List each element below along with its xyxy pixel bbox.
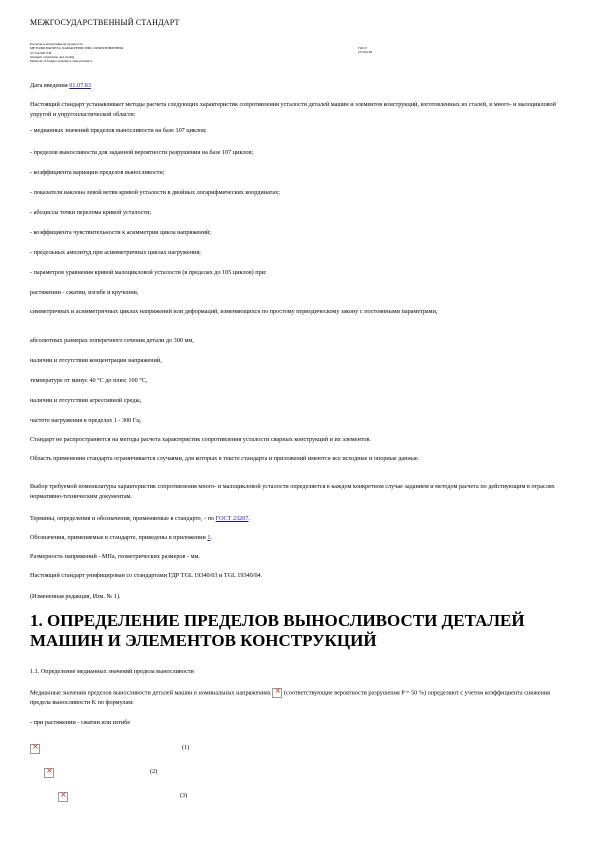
paragraph: - коэффициента вариации пределов выносливости; bbox=[30, 169, 165, 176]
paragraph: - пределов выносливости для заданной вероятности разрушения на базе 107 циклов; bbox=[30, 149, 254, 156]
median-text: K по формулам: bbox=[91, 699, 134, 707]
terms-suffix: . bbox=[248, 515, 251, 522]
document-header: МЕЖГОСУДАРСТВЕННЫЙ СТАНДАРТ bbox=[30, 18, 180, 27]
paragraph: - при растяжении - сжатии или изгибе bbox=[30, 719, 131, 726]
meta-line: Расчеты и испытания на прочность bbox=[30, 42, 83, 46]
meta-line: Strength calculation and testing bbox=[30, 54, 75, 59]
meta-line: УСТАЛОСТИ bbox=[30, 50, 52, 55]
paragraph: - показателя наклона левой ветви кривой усталости в двойных логарифмических координатах; bbox=[30, 189, 280, 196]
paragraph: температуре от минус 40 °С до плюс 100 °С, bbox=[30, 377, 148, 384]
paragraph: Настоящий стандарт устанавливает методы расчета следующих характеристик сопротивления усталости деталей машин и элементов конструкций, изготовленных из сталей, в много- и малоцикловой упругой и упругопластической области: bbox=[30, 101, 556, 118]
intro-date-label: Дата введения bbox=[30, 82, 68, 89]
notation-suffix: . bbox=[210, 534, 212, 541]
terms-text: Термины, определения и обозначения, применяемые в стандарте, - по bbox=[30, 515, 215, 522]
broken-image-icon bbox=[44, 768, 54, 778]
paragraph: Настоящий стандарт унифицирован со стандартами ГДР TGL 19340/03 и TGL 19340/04. bbox=[30, 572, 263, 579]
subsection-heading: 1.1. Определение медианных значений предела выносливости bbox=[30, 668, 194, 675]
intro-date bbox=[30, 81, 565, 91]
paragraph: - параметров уравнения кривой малоцикловой усталости (в пределах до 105 циклов) при: bbox=[30, 269, 267, 276]
section-heading: 1. ОПРЕДЕЛЕНИЕ ПРЕДЕЛОВ ВЫНОСЛИВОСТИ ДЕТАЛЕЙ МАШИН И ЭЛЕМЕНТОВ КОНСТРУКЦИЙ bbox=[30, 611, 525, 650]
intro-date-value: 01.07.83 bbox=[69, 82, 91, 89]
median-text: (соответствующие вероятности разрушения bbox=[283, 689, 400, 697]
broken-image-icon bbox=[272, 688, 282, 698]
paragraph: частоте нагружения в пределах 1 - 300 Гц. bbox=[30, 417, 142, 424]
paragraph: - предельных амплитуд при асимметричных циклах нагружения; bbox=[30, 249, 201, 256]
median-text: P = 50 %) определяют с учетом коэффициента снижения предела выносливости bbox=[30, 689, 550, 707]
paragraph: - медианных значений пределов выносливости на базе 107 циклов; bbox=[30, 127, 207, 134]
notation-paragraph bbox=[30, 533, 565, 543]
meta-line: Methods of fatigue resistance characteristics bbox=[30, 59, 93, 64]
meta-line: 25.504-82 bbox=[358, 50, 373, 55]
meta-line: ГОСТ bbox=[358, 46, 367, 50]
amendment-note: (Измененная редакция, Изм. № 1). bbox=[30, 593, 121, 600]
broken-image-icon bbox=[58, 792, 68, 802]
paragraph: наличии и отсутствии агрессивной среды, bbox=[30, 397, 142, 404]
equation-number: (1) bbox=[182, 744, 190, 751]
paragraph: Область применения стандарта ограничивается случаями, для которых в тексте стандарта и приложений имеются все исходные и опорные данные. bbox=[30, 455, 420, 462]
terms-paragraph bbox=[30, 514, 565, 524]
paragraph: наличии и отсутствии концентрации напряжений, bbox=[30, 357, 162, 364]
paragraph: Стандарт не распространяется на методы расчета характеристик сопротивления усталости сварных конструкций и их элементов. bbox=[30, 436, 371, 443]
notation-text: Обозначения, применяемые в стандарте, приведены в приложении bbox=[30, 534, 206, 541]
paragraph: Выбор требуемой номенклатуры характеристик сопротивления много- и малоцикловой усталости определяется в каждом конкретном случае заданием и методом расчета по действующим в отраслях нормативно-техническим документам. bbox=[30, 483, 555, 500]
equation-number: (3) bbox=[180, 792, 188, 799]
paragraph: симметричных и асимметричных циклах напряжений или деформаций, изменяющихся по простому периодическому закону с постоянными параметрами, bbox=[30, 308, 438, 315]
paragraph: Размерность напряжений - МПа, геометрических размеров - мм. bbox=[30, 553, 200, 560]
paragraph: - коэффициента чувствительности к асимметрии цикла напряжений; bbox=[30, 229, 211, 236]
meta-line: МЕТОДЫ РАСЧЕТА ХАРАКТЕРИСТИК СОПРОТИВЛЕНИЯ bbox=[30, 46, 123, 51]
median-paragraph bbox=[30, 688, 565, 708]
standard-meta-right bbox=[358, 46, 372, 55]
median-text: Медианные значения пределов выносливости деталей машин в номинальных напряжениях bbox=[30, 689, 271, 697]
appendix-1-link[interactable]: 1 bbox=[207, 534, 211, 541]
standard-meta-left bbox=[30, 42, 123, 63]
broken-image-icon bbox=[30, 744, 40, 754]
paragraph: абсолютных размерах поперечного сечения детали до 300 мм, bbox=[30, 337, 194, 344]
paragraph: растяжении - сжатии, изгибе и кручении, bbox=[30, 289, 139, 296]
gost-23207-link[interactable]: ГОСТ 23207 bbox=[215, 515, 249, 522]
equation-number: (2) bbox=[150, 768, 158, 775]
paragraph: - абсциссы точки перелома кривой усталости; bbox=[30, 209, 152, 216]
